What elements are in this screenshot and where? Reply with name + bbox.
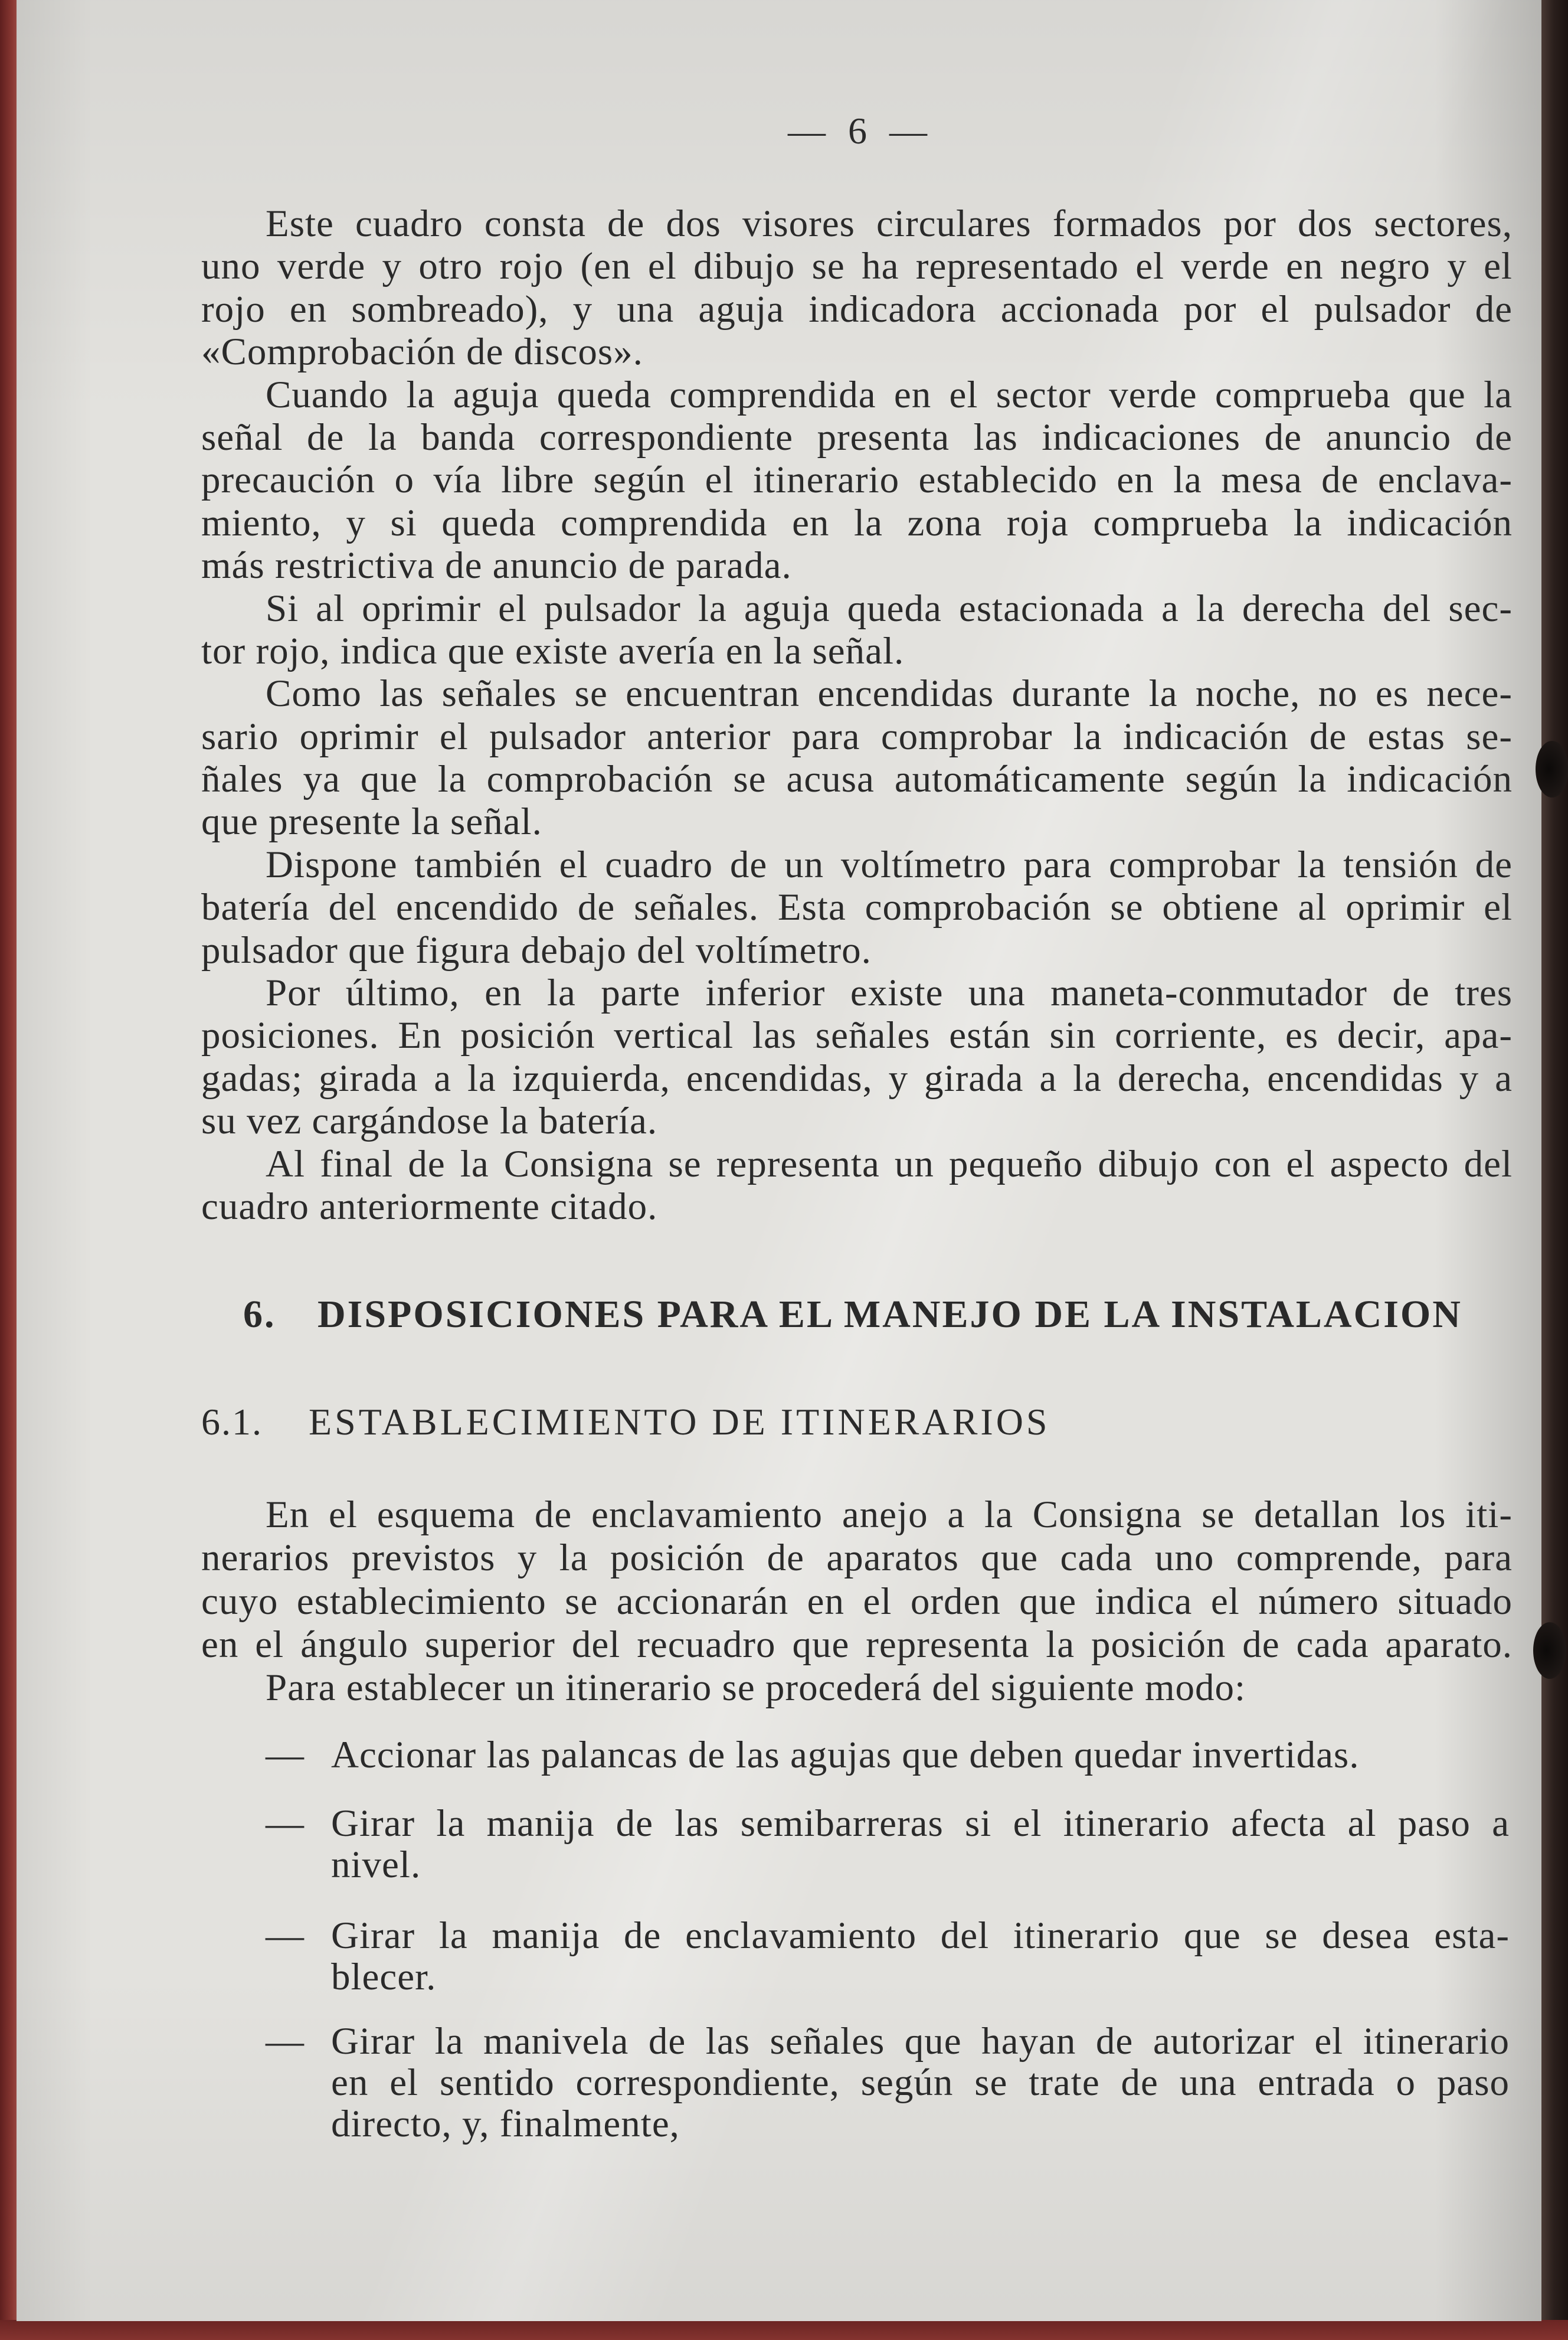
text-line: nivel. [331, 1844, 421, 1886]
text-line: Como las señales se encuentran encendidas durante la noche, no es nece- [266, 672, 1513, 715]
text-line: cuadro anteriormente citado. [201, 1185, 658, 1228]
paragraph [201, 1143, 1513, 1228]
binder-edge-left [0, 0, 18, 2340]
binder-edge-right [1540, 0, 1568, 2340]
text-line: uno verde y otro rojo (en el dibujo se ha representado el verde en negro y el [201, 245, 1513, 288]
paragraph [201, 844, 1513, 972]
text-line: precaución o vía libre según el itinerario establecido en la mesa de enclava- [201, 459, 1513, 502]
paragraph [201, 972, 1513, 1143]
text-line: en el ángulo superior del recuadro que representa la posición de cada aparato. [201, 1623, 1513, 1666]
paragraph [201, 587, 1513, 673]
text-line: Este cuadro consta de dos visores circulares formados por dos sectores, [266, 202, 1513, 245]
subsection-number: 6.1. [201, 1401, 263, 1443]
page-number: — 6 — [788, 110, 927, 152]
text-line: Accionar las palancas de las agujas que deben quedar invertidas. [331, 1734, 1360, 1776]
binder-edge-bottom [0, 2320, 1568, 2340]
text-line: cuyo establecimiento se accionarán en el orden que indica el número situado [201, 1580, 1513, 1623]
text-line: miento, y si queda comprendida en la zona roja comprueba la indicación [201, 501, 1513, 544]
section-number: 6. [243, 1293, 276, 1336]
paragraph [201, 672, 1513, 844]
text-line: que presente la señal. [201, 800, 542, 844]
section-title: DISPOSICIONES PARA EL MANEJO DE LA INSTALACION [317, 1293, 1462, 1336]
text-line: ñales ya que la comprobación se acusa automáticamente según la indicación [201, 758, 1513, 801]
step-text [331, 1803, 1510, 1885]
text-line: Al final de la Consigna se representa un pequeño dibujo con el aspecto del [266, 1142, 1513, 1185]
text-line: Si al oprimir el pulsador la aguja queda estacionada a la derecha del sec- [266, 587, 1513, 630]
text-line: Girar la manivela de las señales que hayan de autorizar el itinerario [331, 2020, 1510, 2063]
text-line: blecer. [331, 1956, 437, 1998]
text-line: En el esquema de enclavamiento anejo a la Consigna se detallan los iti- [266, 1493, 1513, 1536]
paragraph [201, 202, 1513, 374]
text-line: sario oprimir el pulsador anterior para comprobar la indicación de estas se- [201, 715, 1513, 758]
text-line: gadas; girada a la izquierda, encendidas, y girada a la derecha, encendidas y a [201, 1057, 1513, 1100]
text-line: Por último, en la parte inferior existe una maneta-conmutador de tres [266, 972, 1513, 1015]
text-line: señal de la banda correspondiente presenta las indicaciones de anuncio de [201, 416, 1513, 459]
text-line: Para establecer un itinerario se procederá del siguiente modo: [266, 1666, 1246, 1710]
text-line: Dispone también el cuadro de un voltímetro para comprobar la tensión de [266, 843, 1513, 886]
text-line: «Comprobación de discos». [201, 331, 643, 374]
text-line: en el sentido correspondiente, según se trate de una entrada o paso [331, 2061, 1510, 2104]
text-line: tor rojo, indica que existe avería en la señal. [201, 629, 905, 672]
text-line: directo, y, finalmente, [331, 2103, 680, 2145]
step-marker: — [266, 1802, 305, 1845]
step-text [331, 1915, 1510, 1998]
text-line: Girar la manija de las semibarreras si el itinerario afecta al paso a [331, 1802, 1510, 1845]
paragraph [201, 374, 1513, 587]
text-line: Cuando la aguja queda comprendida en el sector verde comprueba que la [266, 373, 1513, 416]
step-marker: — [266, 2020, 305, 2063]
text-line: su vez cargándose la batería. [201, 1100, 658, 1143]
paragraph [201, 1493, 1513, 1666]
text-line: más restrictiva de anuncio de parada. [201, 544, 792, 587]
text-line: batería del encendido de señales. Esta comprobación se obtiene al oprimir el [201, 886, 1513, 929]
intro-text [201, 202, 1513, 1228]
text-line: posiciones. En posición vertical las señales están sin corriente, es decir, apa- [201, 1014, 1513, 1057]
binding-hole [1533, 1622, 1566, 1679]
text-line: nerarios previstos y la posición de aparatos que cada uno comprende, para [201, 1537, 1513, 1580]
step-marker: — [266, 1914, 305, 1957]
text-line: pulsador que figura debajo del voltímetro. [201, 929, 872, 972]
text-line: Girar la manija de enclavamiento del itinerario que se desea esta- [331, 1914, 1510, 1957]
step-text [331, 2021, 1510, 2145]
subsection-title: ESTABLECIMIENTO DE ITINERARIOS [309, 1401, 1050, 1443]
step-marker: — [266, 1734, 305, 1776]
subsection-text [201, 1493, 1513, 1710]
step-text [331, 1734, 1510, 1776]
text-line: rojo en sombreado), y una aguja indicadora accionada por el pulsador de [201, 287, 1513, 331]
binding-hole [1536, 741, 1568, 798]
paragraph [201, 1666, 1513, 1710]
